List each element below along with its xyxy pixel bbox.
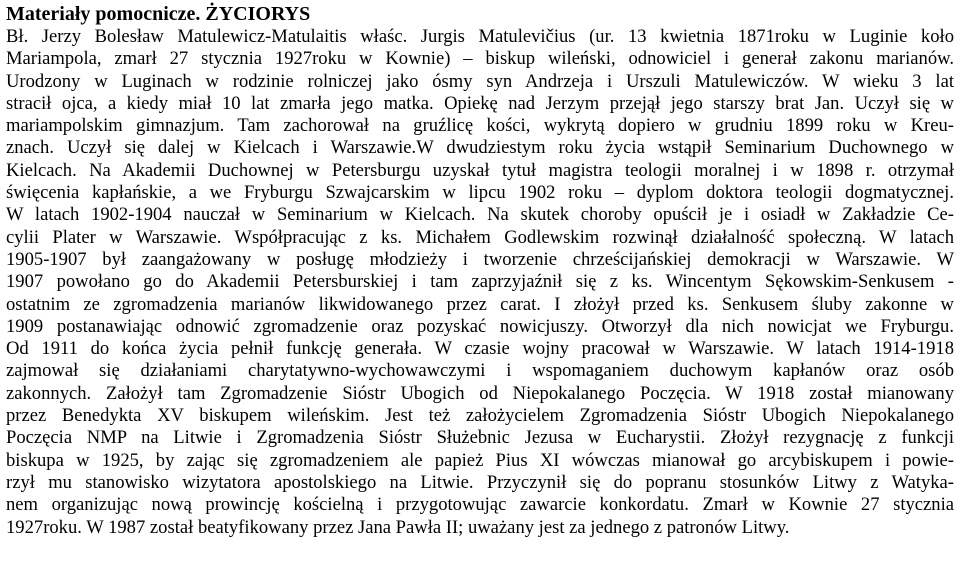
text-line: Od 1911 do końca życia pełnił funkcję generała. W czasie wojny pracował w Warszawie. W latach 1914-1918 [6, 338, 954, 360]
text-line: 1909 postanawiając odnowić zgromadzenie oraz pozyskać nowicjuszy. Otworzył dla nich nowicjat we Fryburgu. [6, 315, 954, 337]
text-line: Urodzony w Luginach w rodzinie rolniczej jako ósmy syn Andrzeja i Urszuli Matulewiczów. W wieku 3 lat [6, 70, 954, 92]
text-line: cylii Plater w Warszawie. Współpracując z ks. Michałem Godlewskim rozwinął działalność społeczną. W latach [6, 226, 954, 248]
text-line: W latach 1902-1904 nauczał w Seminarium w Kielcach. Na skutek choroby opuścił je i osiadł w Zakładzie Ce- [6, 204, 954, 226]
biography-text [6, 26, 954, 539]
text-line: święcenia kapłańskie, a we Fryburgu Szwajcarskim w lipcu 1902 roku – dyplom doktora teologii dogmatycznej. [6, 182, 954, 204]
text-line: stracił ojca, a kiedy miał 10 lat zmarła jego matka. Opiekę nad Jerzym przejął jego starszy brat Jan. Uczył się w [6, 92, 954, 114]
document-page [6, 2, 954, 539]
text-line: zakonnych. Założył tam Zgromadzenie Sióstr Ubogich od Niepokalanego Poczęcia. W 1918 został mianowany [6, 382, 954, 404]
text-line: 1907 powołano go do Akademii Petersburskiej i tam zaprzyjaźnił się z ks. Wincentym Sękowskim-Senkusem - [6, 271, 954, 293]
text-line: nem organizując nową prowincję kościelną i przygotowując zawarcie konkordatu. Zmarł w Kownie 27 stycznia [6, 494, 954, 516]
text-line: ostatnim ze zgromadzenia marianów likwidowanego przez carat. I złożył przed ks. Senkusem śluby zakonne w [6, 293, 954, 315]
text-line: biskupa w 1925, by zając się zgromadzeniem ale papież Pius XI wówczas mianował go arcybiskupem i powie- [6, 449, 954, 471]
text-line: Kielcach. Na Akademii Duchownej w Petersburgu uzyskał tytuł magistra teologii moralnej i w 1898 r. otrzymał [6, 159, 954, 181]
text-line: Poczęcia NMP na Litwie i Zgromadzenia Sióstr Służebnic Jezusa w Eucharystii. Złożył rezygnację z funkcji [6, 427, 954, 449]
text-line: rzył mu stanowisko wizytatora apostolskiego na Litwie. Przyczynił się do popranu stosunków Litwy z Watyka- [6, 471, 954, 493]
text-line: znach. Uczył się dalej w Kielcach i Warszawie.W dwudziestym roku życia wstąpił Seminarium Duchownego w [6, 137, 954, 159]
document-title: Materiały pomocnicze. ŻYCIORYS [6, 3, 311, 25]
text-line: 1927roku. W 1987 został beatyfikowany przez Jana Pawła II; uważany jest za jednego z patronów Litwy. [6, 516, 790, 538]
text-line: przez Benedykta XV biskupem wileńskim. Jest też założycielem Zgromadzenia Sióstr Ubogich Niepokalanego [6, 405, 954, 427]
text-line: mariampolskim gimnazjum. Tam zachorował na gruźlicę kości, wykrytą dopiero w grudniu 1899 roku w Kreu- [6, 115, 954, 137]
text-line: Mariampola, zmarł 27 stycznia 1927roku w Kownie) – biskup wileński, odnowiciel i generał zakonu marianów. [6, 48, 954, 70]
text-line: zajmował się działaniami charytatywno-wychowawczymi i wspomaganiem duchowym kapłanów oraz osób [6, 360, 954, 382]
text-line: 1905-1907 był zaangażowany w posługę młodzieży i tworzenie chrześcijańskiej demokracji w Warszawie. W [6, 248, 954, 270]
text-line: Bł. Jerzy Bolesław Matulewicz-Matulaitis właśc. Jurgis Matulevičius (ur. 13 kwietnia 1871roku w Luginie koło [6, 26, 954, 47]
